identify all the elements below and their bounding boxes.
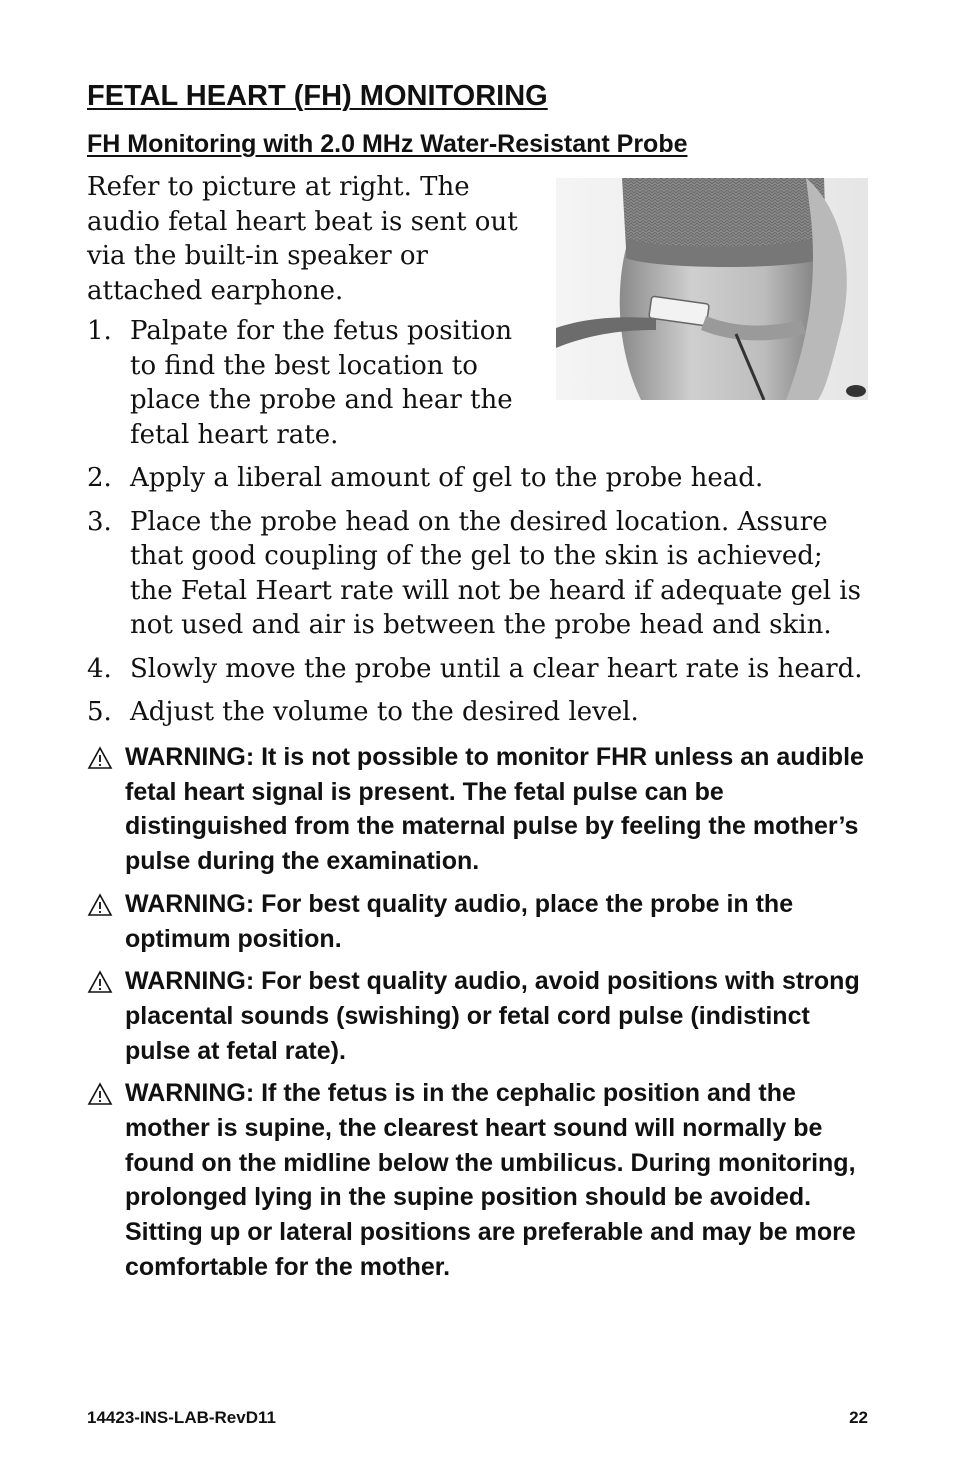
step-number: 3.	[87, 506, 112, 537]
step-text: Palpate for the fetus position to find the best location to place the probe and hear the fetal heart rate.	[130, 316, 513, 450]
step-text: Apply a liberal amount of gel to the probe head.	[130, 463, 764, 493]
step-number: 4.	[87, 653, 112, 684]
document-id: 14423-INS-LAB-RevD11	[87, 1408, 276, 1427]
intro-paragraph: Refer to picture at right. The audio fetal heart beat is sent out via the built-in speaker or attached earphone.	[87, 172, 518, 306]
subsection-title: FH Monitoring with 2.0 MHz Water-Resistant Probe	[87, 130, 688, 158]
step-number: 1.	[87, 316, 112, 346]
warnings	[87, 740, 868, 1293]
list-item	[87, 505, 868, 643]
warning-text: WARNING: If the fetus is in the cephalic position and the mother is supine, the clearest heart sound will normally be found on the midline below the umbilicus. During monitoring, prolonged lying in the supine position should be avoided. Sitting up or lateral positions are preferable and may be more comfortable for the mother.	[125, 1079, 856, 1281]
list-item	[87, 695, 868, 730]
section-title: FETAL HEART (FH) MONITORING	[87, 80, 548, 112]
warning-block	[87, 1076, 868, 1284]
warning-block	[87, 887, 868, 956]
warning-text: WARNING: For best quality audio, place the probe in the optimum position.	[125, 889, 794, 953]
warning-block	[87, 964, 868, 1068]
warning-block	[87, 740, 868, 879]
list-item	[87, 652, 868, 687]
steps-list	[87, 314, 868, 739]
step-text: Adjust the volume to the desired level.	[130, 697, 639, 727]
warning-triangle-icon	[87, 970, 113, 994]
list-item	[87, 314, 520, 452]
step-number: 5.	[87, 697, 112, 727]
warning-text: WARNING: It is not possible to monitor FHR unless an audible fetal heart signal is present. The fetal pulse can be distinguished from the maternal pulse by feeling the mother’s pulse during the examination.	[125, 743, 864, 876]
step-text: Slowly move the probe until a clear heart rate is heard.	[130, 653, 863, 684]
page-number: 22	[849, 1408, 868, 1427]
warning-triangle-icon	[87, 746, 113, 770]
step-number: 2.	[87, 463, 112, 493]
warning-triangle-icon	[87, 1082, 113, 1106]
list-item	[87, 461, 868, 496]
manual-page	[87, 80, 868, 1450]
warning-text: WARNING: For best quality audio, avoid positions with strong placental sounds (swishing) or fetal cord pulse (indistinct pulse at fetal rate).	[125, 967, 860, 1065]
step-text: Place the probe head on the desired location. Assure that good coupling of the gel to the skin is achieved; the Fetal Heart rate will not be heard if adequate gel is not used and air is between the probe head and skin.	[130, 506, 861, 640]
warning-triangle-icon	[87, 893, 113, 917]
